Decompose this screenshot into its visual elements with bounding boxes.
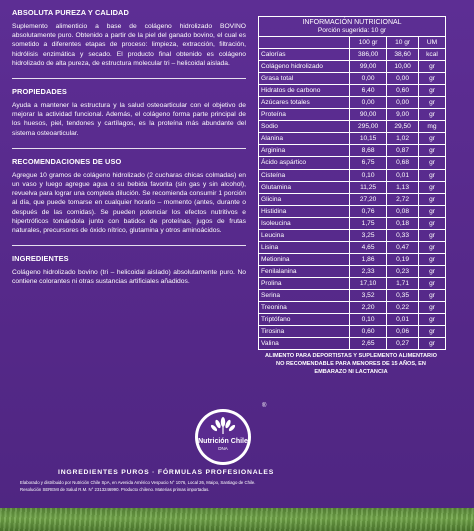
value-per-100g: 90,00 [350, 109, 387, 121]
table-row [259, 193, 445, 205]
value-per-10g: 0,23 [387, 265, 419, 277]
value-per-10g: 10,00 [387, 61, 419, 73]
nutrient-name: Calorías [259, 49, 350, 61]
nutrient-name: Leucina [259, 229, 350, 241]
section-title: INGREDIENTES [12, 254, 69, 264]
unit: gr [419, 277, 446, 289]
header-unit: UM [419, 37, 446, 49]
value-per-100g: 0,10 [350, 314, 387, 326]
table-row [259, 205, 445, 217]
nutrient-name: Colágeno hidrolizado [259, 61, 350, 73]
value-per-10g: 1,13 [387, 181, 419, 193]
table-row [259, 73, 445, 85]
value-per-100g: 0,10 [350, 169, 387, 181]
value-per-10g: 0,47 [387, 241, 419, 253]
value-per-100g: 0,76 [350, 205, 387, 217]
value-per-10g: 0,01 [387, 314, 419, 326]
unit: gr [419, 193, 446, 205]
unit: kcal [419, 49, 446, 61]
value-per-100g: 1,86 [350, 253, 387, 265]
unit: gr [419, 326, 446, 338]
unit: gr [419, 85, 446, 97]
value-per-10g: 0,01 [387, 169, 419, 181]
table-row [259, 61, 445, 73]
unit: gr [419, 253, 446, 265]
nutrient-name: Fenilalanina [259, 265, 350, 277]
value-per-100g: 8,68 [350, 145, 387, 157]
table-row [259, 217, 445, 229]
table-row [259, 181, 445, 193]
unit: mg [419, 121, 446, 133]
footer-resolution: Resolución SEREMI de Salud R.M. N° 2313246990. Producto chileno. Materias primas importadas. [20, 487, 210, 492]
value-per-10g: 1,71 [387, 277, 419, 289]
value-per-100g: 1,75 [350, 217, 387, 229]
warning-line: NO RECOMENDABLE PARA MENORES DE 15 AÑOS, EN [276, 361, 426, 367]
unit: gr [419, 229, 446, 241]
description-column [12, 8, 246, 287]
nutrient-name: Glicina [259, 193, 350, 205]
unit: gr [419, 157, 446, 169]
nutrient-name: Cisteína [259, 169, 350, 181]
nutrient-name: Prolina [259, 277, 350, 289]
divider [12, 78, 246, 79]
section-ingredients [12, 254, 246, 286]
table-row [259, 109, 445, 121]
registered-mark: ® [262, 403, 267, 409]
value-per-100g: 2,33 [350, 265, 387, 277]
nutrient-name: Serina [259, 289, 350, 301]
value-per-10g: 0,60 [387, 85, 419, 97]
value-per-10g: 0,87 [387, 145, 419, 157]
value-per-100g: 386,00 [350, 49, 387, 61]
unit: gr [419, 73, 446, 85]
unit: gr [419, 205, 446, 217]
section-usage [12, 157, 246, 235]
table-row [259, 277, 445, 289]
table-row [259, 85, 445, 97]
unit: gr [419, 338, 446, 350]
value-per-100g: 4,65 [350, 241, 387, 253]
table-row [259, 338, 445, 350]
value-per-100g: 2,65 [350, 338, 387, 350]
nutrient-name: Histidina [259, 205, 350, 217]
table-row [259, 97, 445, 109]
table-row [259, 133, 445, 145]
nutrient-name: Treonina [259, 302, 350, 314]
unit: gr [419, 145, 446, 157]
divider [12, 148, 246, 149]
value-per-100g: 0,00 [350, 97, 387, 109]
value-per-100g: 2,20 [350, 302, 387, 314]
value-per-100g: 0,00 [350, 73, 387, 85]
footer-manufacturer: Elaborado y distribuido por Nutrición Chile SpA, en Avenida Américo Vespucio N° 1076, Local 26, Maipo, Santiago de Chile. [20, 480, 256, 485]
section-body: Colágeno hidrolizado bovino (tri – helicoidal aislado) absolutamente puro. No contiene colorantes ni otras sustancias artificiales añadidos. [12, 269, 246, 286]
value-per-10g: 0,19 [387, 253, 419, 265]
table-row [259, 314, 445, 326]
nutrition-rows [259, 49, 445, 350]
header-nutrient [259, 37, 350, 49]
table-row [259, 229, 445, 241]
unit: gr [419, 302, 446, 314]
footer-tagline: INGREDIENTES PUROS · FÓRMULAS PROFESIONALES [58, 469, 275, 476]
unit: gr [419, 217, 446, 229]
nutrient-name: Alanina [259, 133, 350, 145]
serving-size: Porción sugerida: 10 gr [259, 26, 445, 37]
section-body: Agregue 10 gramos de colágeno hidrolizado (2 cucharas chicas colmadas) en un vaso y luego agregue agua o su bebida favorita (sin gas y sin alcohol), revuelva para lograr una completa dilución. Se recomienda consumir 1 porción al día, que puede tomarse en cualquier horario – momento (antes, durante o después de las comidas). Se pueden potenciar los efectos nutritivos e hipertróficos tomándola junto con batidos de proteínas, jugos de frutas naturales, precursores de óxido nítrico, glutamina y otros aminoácidos. [12, 171, 246, 235]
nutrient-name: Arginina [259, 145, 350, 157]
value-per-100g: 10,15 [350, 133, 387, 145]
nutrition-facts-box [258, 16, 446, 350]
logo-tag: DNA [218, 446, 228, 451]
nutrient-name: Lisina [259, 241, 350, 253]
nutrient-name: Sodio [259, 121, 350, 133]
unit: gr [419, 169, 446, 181]
table-row [259, 302, 445, 314]
value-per-10g: 29,50 [387, 121, 419, 133]
value-per-10g: 1,02 [387, 133, 419, 145]
section-title: PROPIEDADES [12, 87, 67, 97]
warning-text [258, 352, 444, 376]
value-per-100g: 3,25 [350, 229, 387, 241]
nutrient-name: Valina [261, 340, 279, 348]
unit: gr [419, 61, 446, 73]
table-row [259, 289, 445, 301]
header-per-10g: 10 gr [387, 37, 419, 49]
value-per-10g: 0,35 [387, 289, 419, 301]
table-row [259, 157, 445, 169]
value-per-100g: 0,60 [350, 326, 387, 338]
value-per-100g: 11,25 [350, 181, 387, 193]
value-per-100g: 3,52 [350, 289, 387, 301]
nutrient-name: Hidratos de carbono [259, 85, 350, 97]
nutrition-header-row [259, 37, 445, 49]
warning-line: ALIMENTO PARA DEPORTISTAS Y SUPLEMENTO ALIMENTARIO [265, 353, 437, 359]
value-per-100g: 17,10 [350, 277, 387, 289]
warning-line: EMBARAZO NI LACTANCIA [314, 369, 388, 375]
divider [12, 245, 246, 246]
value-per-100g: 295,00 [350, 121, 387, 133]
table-row [259, 241, 445, 253]
brand-logo [182, 407, 264, 467]
value-per-10g: 9,00 [387, 109, 419, 121]
unit: gr [419, 265, 446, 277]
unit: gr [419, 241, 446, 253]
nutrient-name: Proteína [259, 109, 350, 121]
nutrient-name: Isoleucina [259, 217, 350, 229]
nutrient-name: Grasa total [259, 73, 350, 85]
table-row [259, 169, 445, 181]
nutrient-name: Tirosina [259, 326, 350, 338]
value-per-10g: 0,18 [387, 217, 419, 229]
value-per-100g: 6,75 [350, 157, 387, 169]
value-per-10g: 2,72 [387, 193, 419, 205]
table-row [259, 49, 445, 61]
value-per-100g: 6,40 [350, 85, 387, 97]
nutrient-name: Ácido aspártico [259, 157, 350, 169]
nutrient-name: Triptófano [259, 314, 350, 326]
section-purity [12, 8, 246, 68]
unit: gr [419, 109, 446, 121]
table-row [259, 326, 445, 338]
table-row [259, 121, 445, 133]
nutrition-title: INFORMACIÓN NUTRICIONAL [302, 19, 402, 26]
value-per-10g: 0,22 [387, 302, 419, 314]
value-per-10g: 0,00 [387, 73, 419, 85]
value-per-100g: 27,20 [350, 193, 387, 205]
unit: gr [419, 289, 446, 301]
unit: gr [419, 133, 446, 145]
section-properties [12, 87, 246, 138]
value-per-10g: 0,06 [387, 326, 419, 338]
grass-background [0, 508, 474, 531]
value-per-10g: 0,08 [387, 205, 419, 217]
value-per-10g: 0,27 [387, 338, 419, 350]
header-per-100g: 100 gr [350, 37, 387, 49]
table-row [259, 265, 445, 277]
section-body: Suplemento alimenticio a base de colágeno hidrolizado BOVINO absolutamente puro. Obtenido a partir de la piel del ganado bovino, el cual es sometido a diferentes etapas de proceso: limpieza, extracción, filtración, hidrólisis enzimática y secado. El producto final obtenido es colágeno hidrolizado de alta pureza, de estructura molecular tri – helicoidal aislada. [12, 23, 246, 67]
nutrient-name: Glutamina [259, 181, 350, 193]
unit: gr [419, 314, 446, 326]
value-per-10g: 38,60 [387, 49, 419, 61]
value-per-10g: 0,33 [387, 229, 419, 241]
unit: gr [419, 181, 446, 193]
logo-brand-name: Nutrición Chile [198, 438, 248, 445]
section-title: ABSOLUTA PUREZA Y CALIDAD [12, 8, 129, 17]
value-per-10g: 0,00 [387, 97, 419, 109]
unit: gr [419, 97, 446, 109]
value-per-10g: 0,68 [387, 157, 419, 169]
table-row [259, 253, 445, 265]
nutrition-table [259, 37, 445, 349]
section-body: Ayuda a mantener la estructura y la salud osteoarticular con el objetivo de mejorar la actividad funcional. Además, el colágeno forma parte principal de los huesos, piel, tendones y cartílagos, es la proteína más abundante del sistema osteoarticular. [12, 102, 246, 137]
section-title: RECOMENDACIONES DE USO [12, 156, 122, 166]
table-row [259, 145, 445, 157]
nutrient-name: Azúcares totales [259, 97, 350, 109]
nutrient-name: Metionina [259, 253, 350, 265]
value-per-100g: 99,00 [350, 61, 387, 73]
